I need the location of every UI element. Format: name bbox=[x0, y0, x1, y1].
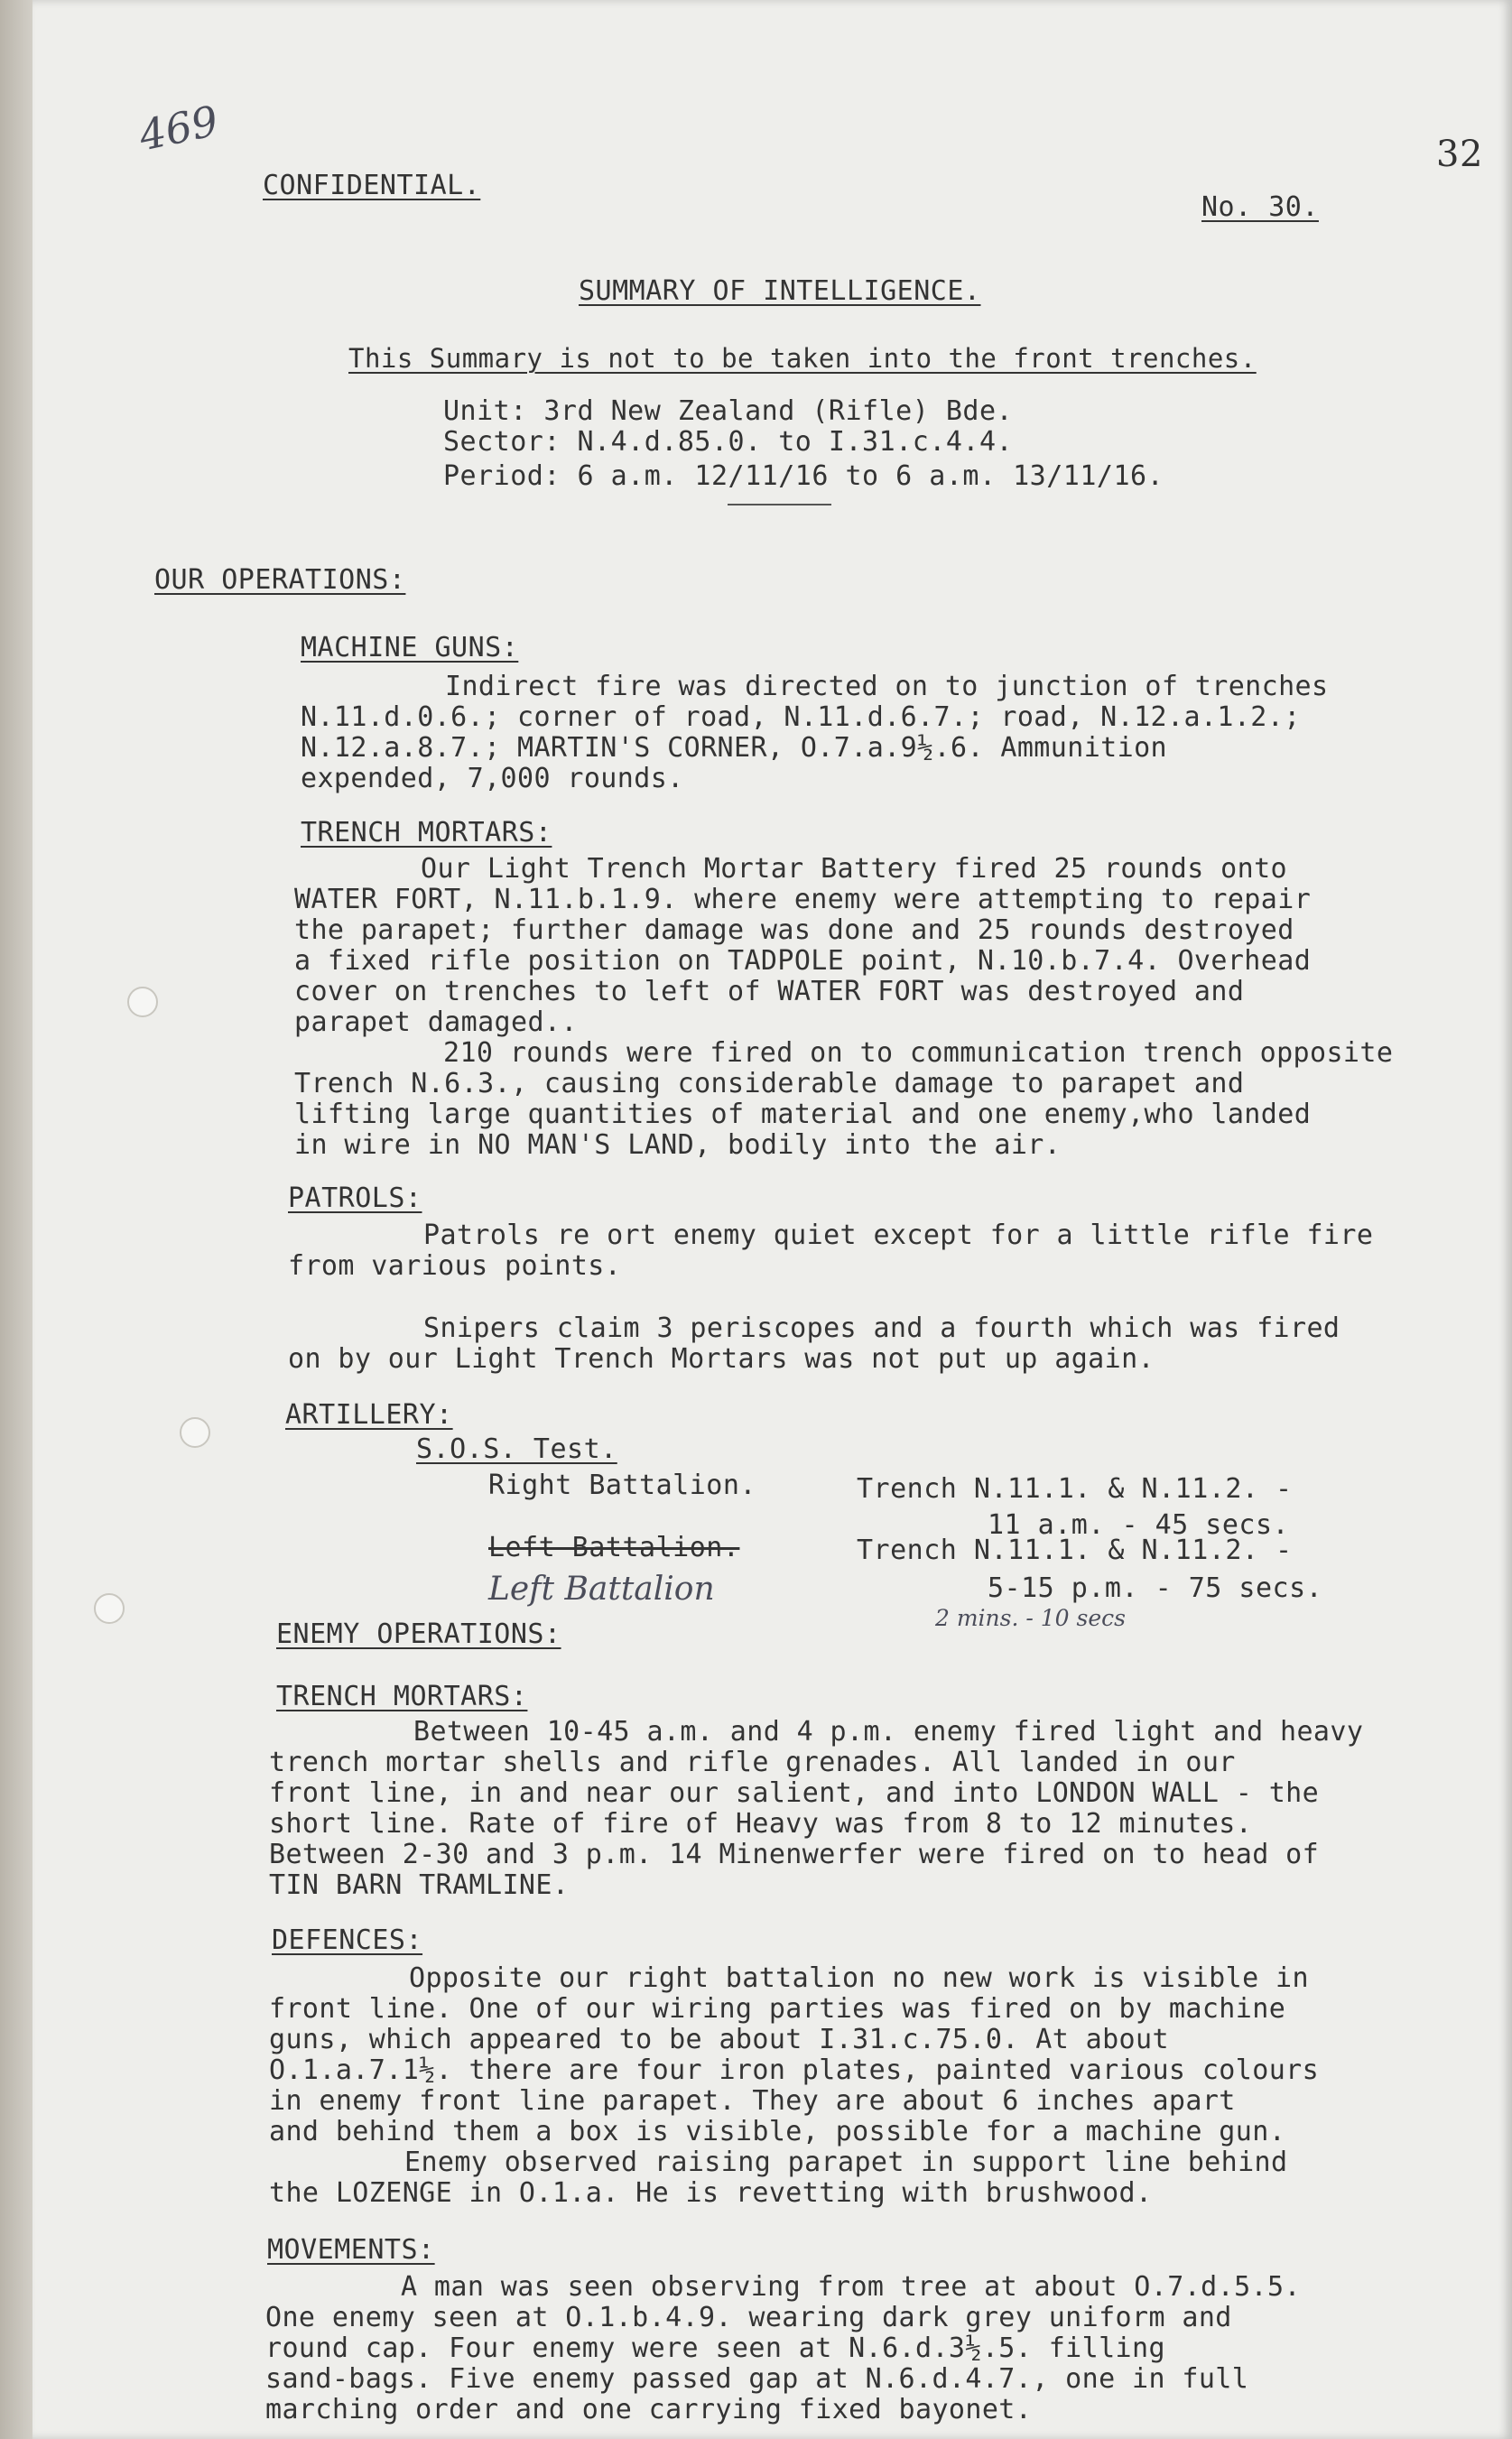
report-number: No. 30. bbox=[1201, 191, 1319, 223]
subheading-machine-guns: MACHINE GUNS: bbox=[301, 632, 519, 663]
classification-label: CONFIDENTIAL. bbox=[263, 170, 481, 201]
handwritten-left-battalion: Left Battalion bbox=[488, 1571, 715, 1608]
artillery-right-battalion-label: Right Battalion. bbox=[488, 1470, 756, 1501]
page-number: 32 bbox=[1436, 134, 1483, 175]
unit-line: Unit: 3rd New Zealand (Rifle) Bde. bbox=[443, 395, 1014, 427]
distribution-warning: This Summary is not to be taken into the front trenches. bbox=[348, 343, 1257, 374]
sector-line: Sector: N.4.d.85.0. to I.31.c.4.4. bbox=[443, 426, 1014, 458]
artillery-left-battalion-label-struck: Left Battalion. bbox=[488, 1532, 740, 1563]
handwritten-correction-note: 2 mins. - 10 secs bbox=[935, 1605, 1126, 1631]
movements-paragraph: A man was seen observing from tree at about O.7.d.5.5. One enemy seen at O.1.b.4.9. wearing dark grey uniform and round cap. Four enemy were seen at N.6.d.3½.5. filling sand-bags. Five enemy passed gap at N.6.d.4.7., one in full marching order and one carrying fixed bayonet. bbox=[265, 2271, 1301, 2425]
punch-hole bbox=[180, 1417, 210, 1448]
trench-mortars-paragraph-2: 210 rounds were fired on to communication trench opposite Trench N.6.3., causing considerable damage to parapet and lifting large quantities of material and one enemy,who landed in wire in NO MAN'S LAND, bodily into the air. bbox=[294, 1037, 1394, 1161]
document-page bbox=[32, 0, 1512, 2439]
defences-paragraph-2: Enemy observed raising parapet in support line behind the LOZENGE in O.1.a. He is revetting with brushwood. bbox=[269, 2147, 1288, 2209]
subheading-movements: MOVEMENTS: bbox=[267, 2234, 435, 2266]
subheading-trench-mortars: TRENCH MORTARS: bbox=[301, 817, 552, 849]
enemy-trench-mortars-paragraph: Between 10-45 a.m. and 4 p.m. enemy fired light and heavy trench mortar shells and rifle grenades. All landed in our front line, in and near our salient, and into LONDON WALL - the short line. Rate of fire of Heavy was from 8 to 12 minutes. Between 2-30 and 3 p.m. 14 Minenwerfer were fired on to head of TIN BARN TRAMLINE. bbox=[269, 1716, 1364, 1901]
handwritten-folio-number: 469 bbox=[135, 96, 223, 161]
section-heading-our-operations: OUR OPERATIONS: bbox=[154, 564, 406, 596]
trench-mortars-paragraph-1: Our Light Trench Mortar Battery fired 25 rounds onto WATER FORT, N.11.b.1.9. where enemy were attempting to repair the parapet; further damage was done and 25 rounds destroyed a fixed rifle position on TADPOLE point, N.10.b.7.4. Overhead cover on trenches to left of WATER FORT was destroyed and parapet damaged.. bbox=[294, 853, 1312, 1038]
machine-guns-paragraph: Indirect fire was directed on to junction of trenches N.11.d.0.6.; corner of road, N.11.d.6.7.; road, N.12.a.1.2.; N.12.a.8.7.; MARTIN'S CORNER, O.7.a.9½.6. Ammunition expended, 7,000 rounds. bbox=[301, 671, 1329, 794]
header-divider bbox=[728, 504, 831, 505]
subheading-defences: DEFENCES: bbox=[272, 1924, 423, 1956]
period-line: Period: 6 a.m. 12/11/16 to 6 a.m. 13/11/16. bbox=[443, 460, 1164, 492]
section-heading-enemy-operations: ENEMY OPERATIONS: bbox=[276, 1618, 561, 1650]
punch-hole bbox=[94, 1593, 125, 1624]
patrols-paragraph-1: Patrols re ort enemy quiet except for a little rifle fire from various points. bbox=[288, 1220, 1374, 1282]
artillery-right-battalion-trench: Trench N.11.1. & N.11.2. - bbox=[857, 1473, 1293, 1505]
artillery-right-battalion-time: 11 a.m. - 45 secs. bbox=[988, 1509, 1290, 1541]
document-title: SUMMARY OF INTELLIGENCE. bbox=[579, 275, 981, 307]
artillery-left-battalion-trench: Trench N.11.1. & N.11.2. - bbox=[857, 1535, 1293, 1566]
punch-hole bbox=[127, 987, 158, 1017]
subheading-artillery: ARTILLERY: bbox=[285, 1399, 453, 1431]
subheading-patrols: PATROLS: bbox=[288, 1182, 422, 1214]
defences-paragraph-1: Opposite our right battalion no new work is visible in front line. One of our wiring parties was fired on by machine guns, which appeared to be about I.31.c.75.0. At about O.1.a.7.1½. there are four iron plates, painted various colours in enemy front line parapet. They are about 6 inches apart and behind them a box is visible, possible for a machine gun. bbox=[269, 1962, 1320, 2147]
sos-test-label: S.O.S. Test. bbox=[416, 1433, 617, 1465]
artillery-left-battalion-time: 5-15 p.m. - 75 secs. bbox=[988, 1572, 1323, 1604]
patrols-paragraph-2: Snipers claim 3 periscopes and a fourth which was fired on by our Light Trench Mortars was not put up again. bbox=[288, 1312, 1340, 1375]
subheading-enemy-trench-mortars: TRENCH MORTARS: bbox=[276, 1681, 528, 1712]
